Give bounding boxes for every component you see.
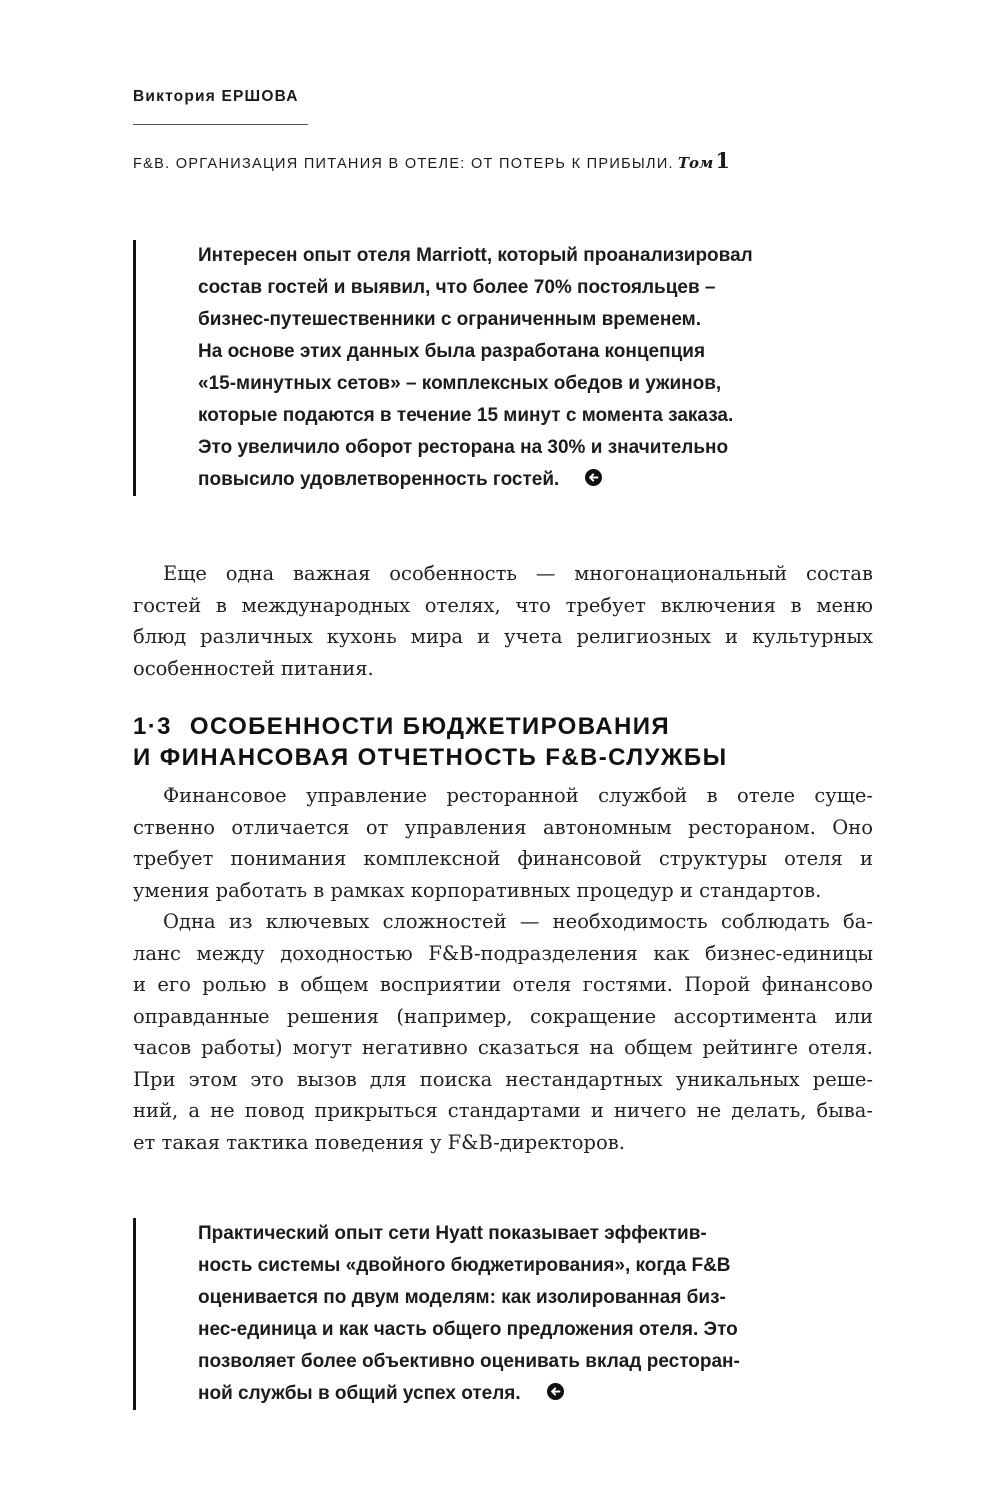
callout-line-last	[198, 464, 898, 496]
callout-line: оценивается по двум моделям: как изолированная биз-	[198, 1287, 726, 1308]
running-header-author: Виктория ЕРШОВА	[133, 88, 299, 105]
volume-word: Том	[677, 154, 714, 172]
book-title-text: F&B. ОРГАНИЗАЦИЯ ПИТАНИЯ В ОТЕЛЕ: ОТ ПОТЕРЬ К ПРИБЫЛИ.	[133, 156, 674, 172]
paragraph-line: особенностей питания.	[133, 656, 374, 680]
paragraph-line: оправданные решения (например, сокращение ассортимента или	[133, 1004, 873, 1028]
callout-line: Интересен опыт отеля Marriott, который проанализировал	[198, 245, 753, 266]
volume-number: 1	[715, 148, 730, 173]
header-divider	[133, 124, 308, 125]
callout-line: которые подаются в течение 15 минут с момента заказа.	[198, 405, 734, 426]
body-paragraph	[133, 558, 873, 684]
section-title-line-1: ОСОБЕННОСТИ БЮДЖЕТИРОВАНИЯ	[189, 713, 671, 740]
callout-line: состав гостей и выявил, что более 70% постояльцев –	[198, 277, 716, 298]
back-arrow-icon[interactable]	[585, 469, 602, 486]
callout-line: нес-единица и как часть общего предложения отеля. Это	[198, 1319, 738, 1340]
callout-hyatt	[133, 1218, 898, 1410]
paragraph-line: и его ролью в общем восприятии отеля гостями. Порой финансово	[133, 973, 873, 996]
callout-line: ность системы «двойного бюджетирования», когда F&B	[198, 1255, 731, 1276]
back-arrow-icon[interactable]	[547, 1383, 564, 1400]
paragraph-line: требует понимания комплексной финансовой структуры отеля и	[133, 847, 873, 870]
body-paragraph	[133, 780, 873, 906]
running-header-book-title	[133, 148, 730, 173]
paragraph-line: часов работы) могут негативно сказаться на общем рейтинге отеля.	[133, 1036, 873, 1059]
paragraph-line: ний, а не повод прикрыться стандартами и ничего не делать, быва-	[133, 1099, 873, 1122]
paragraph-line: ланс между доходностью F&B-подразделения как бизнес-единицы	[133, 941, 873, 965]
paragraph-line: гостей в международных отелях, что требует включения в меню	[133, 593, 873, 617]
callout-line-text: повысило удовлетворенность гостей.	[198, 469, 560, 490]
callout-line-last	[198, 1378, 898, 1410]
callout-text	[198, 240, 898, 496]
callout-line: позволяет более объективно оценивать вклад ресторан-	[198, 1351, 740, 1372]
paragraph-line: блюд различных кухонь мира и учета религиозных и культурных	[133, 625, 873, 648]
paragraph-line: ственно отличается от управления автономным рестораном. Оно	[133, 815, 873, 839]
callout-line: На основе этих данных была разработана концепция	[198, 341, 706, 362]
paragraph-line: умения работать в рамках корпоративных процедур и стандартов.	[133, 878, 822, 902]
paragraph-line: При этом это вызов для поиска нестандартных уникальных реше-	[133, 1067, 873, 1091]
paragraph-line: Еще одна важная особенность — многонациональный состав	[163, 562, 873, 585]
section-number: 1·3	[133, 713, 172, 740]
callout-line-text: ной службы в общий успех отеля.	[198, 1383, 521, 1404]
body-paragraph	[133, 906, 873, 1158]
callout-line: «15-минутных сетов» – комплексных обедов и ужинов,	[198, 373, 722, 394]
paragraph-line: Одна из ключевых сложностей — необходимость соблюдать ба-	[163, 910, 873, 933]
callout-line: бизнес-путешественники с ограниченным временем.	[198, 309, 701, 330]
callout-text	[198, 1218, 898, 1410]
paragraph-line: Финансовое управление ресторанной службой в отеле суще-	[163, 784, 873, 807]
paragraph-line: ет такая тактика поведения у F&B-директоров.	[133, 1130, 625, 1154]
section-title-line-2: И ФИНАНСОВАЯ ОТЧЕТНОСТЬ F&B-СЛУЖБЫ	[133, 744, 728, 771]
section-heading	[133, 711, 727, 773]
callout-line: Это увеличило оборот ресторана на 30% и значительно	[198, 437, 729, 458]
callout-line: Практический опыт сети Hyatt показывает эффектив-	[198, 1223, 707, 1244]
callout-marriott	[133, 240, 898, 496]
